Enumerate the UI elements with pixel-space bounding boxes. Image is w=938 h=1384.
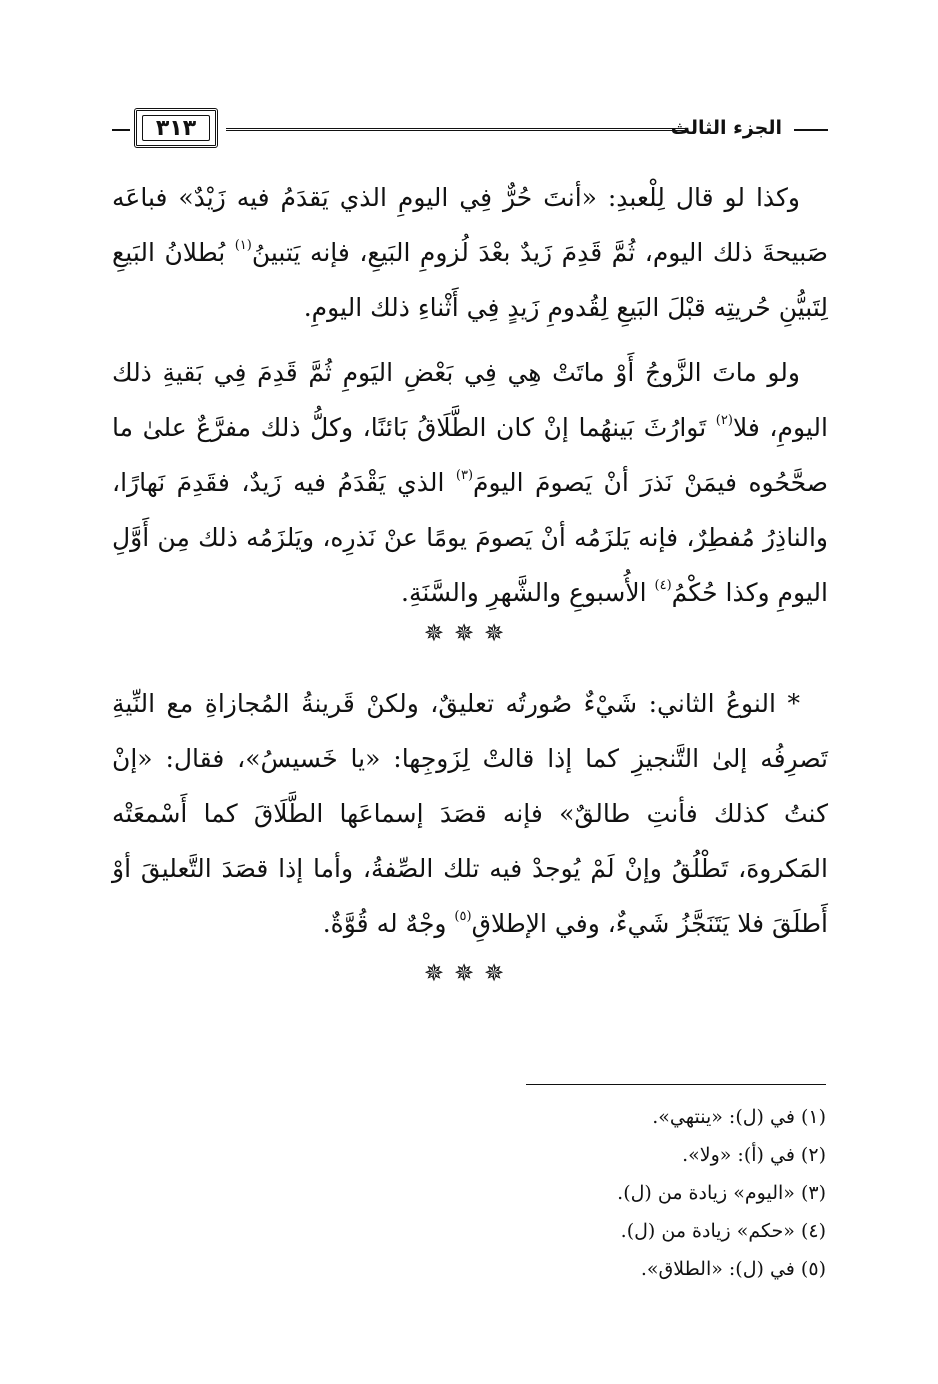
footnote-item: (٢) في (أ): «ولا». bbox=[682, 1144, 826, 1166]
section-separator: ✵✵✵ bbox=[423, 959, 515, 987]
page-number-frame bbox=[134, 108, 218, 148]
text-run: وكذا لو قال لِلْعبدِ: «أنتَ حُرٌّ فِي اليومِ الذي يَقدَمُ فيه زَيْدٌ» فباعَه صَبيحةَ ذلك اليوم، ثُمَّ قَدِمَ زَيدٌ بعْدَ لُزومِ البَيعِ، فإنه يَتبينُ bbox=[112, 183, 828, 267]
text-run: الذي يَقْدَمُ فيه زَيدٌ، فقَدِمَ نَهارًا، والناذِرُ مُفطِرٌ، فإنه يَلزَمُه أنْ يَصومَ يومًا عنْ نَذرِه، ويَلزَمُه ذلك مِن أَوَّلِ اليومِ وكذا حُكْمُ bbox=[112, 468, 828, 607]
text-run: تَوارُثَ بَينهُما إنْ كان الطَّلَاقُ بَائنًا، وكلُّ ذلك مفرَّعٌ علىٰ ما صحَّحُوه فيمَنْ نَذرَ أنْ يَصومَ اليومَ bbox=[112, 413, 828, 497]
text-run: وجْهٌ له قُوَّةٌ. bbox=[322, 909, 455, 938]
footnote-item: (١) في (ل): «ينتهي». bbox=[652, 1106, 826, 1128]
text-run: * النوعُ الثاني: شَيْءٌ صُورتُه تعليقٌ، ولكنْ قَرينةُ المُجازاةِ مع النِّيةِ تَصرِفُه إلىٰ التَّنجيزِ كما إذا قالتْ لِزَوجِها: «يا خَسيسُ»، فقال: «إنْ كنتُ كذلك فأنتِ طالقٌ» فإنه قصَدَ إسماعَها الطَّلَاقَ كما أَسْمعَتْه المَكروهَ، تَطْلُقُ وإنْ لَمْ يُوجدْ فيه تلك الصِّفةُ، وأما إذا قصَدَ التَّعليقَ أوْ أَطلَقَ فلا يَتَنَجَّزُ شَيءٌ، وفي الإطلاقِ bbox=[112, 689, 828, 938]
paragraph-1 bbox=[112, 170, 828, 335]
text-run: الأُسبوعِ والشَّهرِ والسَّنَةِ. bbox=[401, 578, 655, 607]
footnote-marker[interactable]: (٥) bbox=[454, 909, 472, 924]
paragraph-2 bbox=[112, 345, 828, 620]
footnote-marker[interactable]: (١) bbox=[234, 238, 252, 253]
page-header bbox=[112, 108, 828, 152]
footnote-marker[interactable]: (٤) bbox=[654, 578, 672, 593]
text-run: بُطلانُ البَيعِ لِتَبيُّنِ حُريتِه قبْلَ البَيعِ لِقُدومِ زَيدٍ فِي أَثْناءِ ذلك اليومِ. bbox=[112, 238, 828, 322]
text-run: ولو ماتَ الزَّوجُ أَوْ ماتَتْ هِي فِي بَعْضِ اليَومِ ثُمَّ قَدِمَ فِي بَقيةِ ذلك اليومِ، فلا bbox=[112, 358, 828, 442]
footnote-divider bbox=[526, 1084, 826, 1085]
footnote-item: (٤) «حكم» زيادة من (ل). bbox=[620, 1220, 826, 1242]
section-separator: ✵✵✵ bbox=[423, 619, 515, 647]
page-number: ٣١٣ bbox=[155, 116, 197, 141]
header-rule-left bbox=[112, 129, 130, 131]
footnote-item: (٥) في (ل): «الطلاق». bbox=[640, 1258, 826, 1280]
footnote-item: (٣) «اليوم» زيادة من (ل). bbox=[617, 1182, 826, 1204]
footnotes-list bbox=[326, 1098, 826, 1288]
paragraph-3 bbox=[112, 676, 828, 951]
header-rule-right bbox=[794, 129, 828, 131]
footnote-marker[interactable]: (٣) bbox=[455, 468, 474, 483]
footnote-marker[interactable]: (٢) bbox=[715, 413, 733, 428]
header-rule-middle bbox=[226, 128, 688, 133]
running-title: الجزء الثالث bbox=[670, 117, 782, 139]
